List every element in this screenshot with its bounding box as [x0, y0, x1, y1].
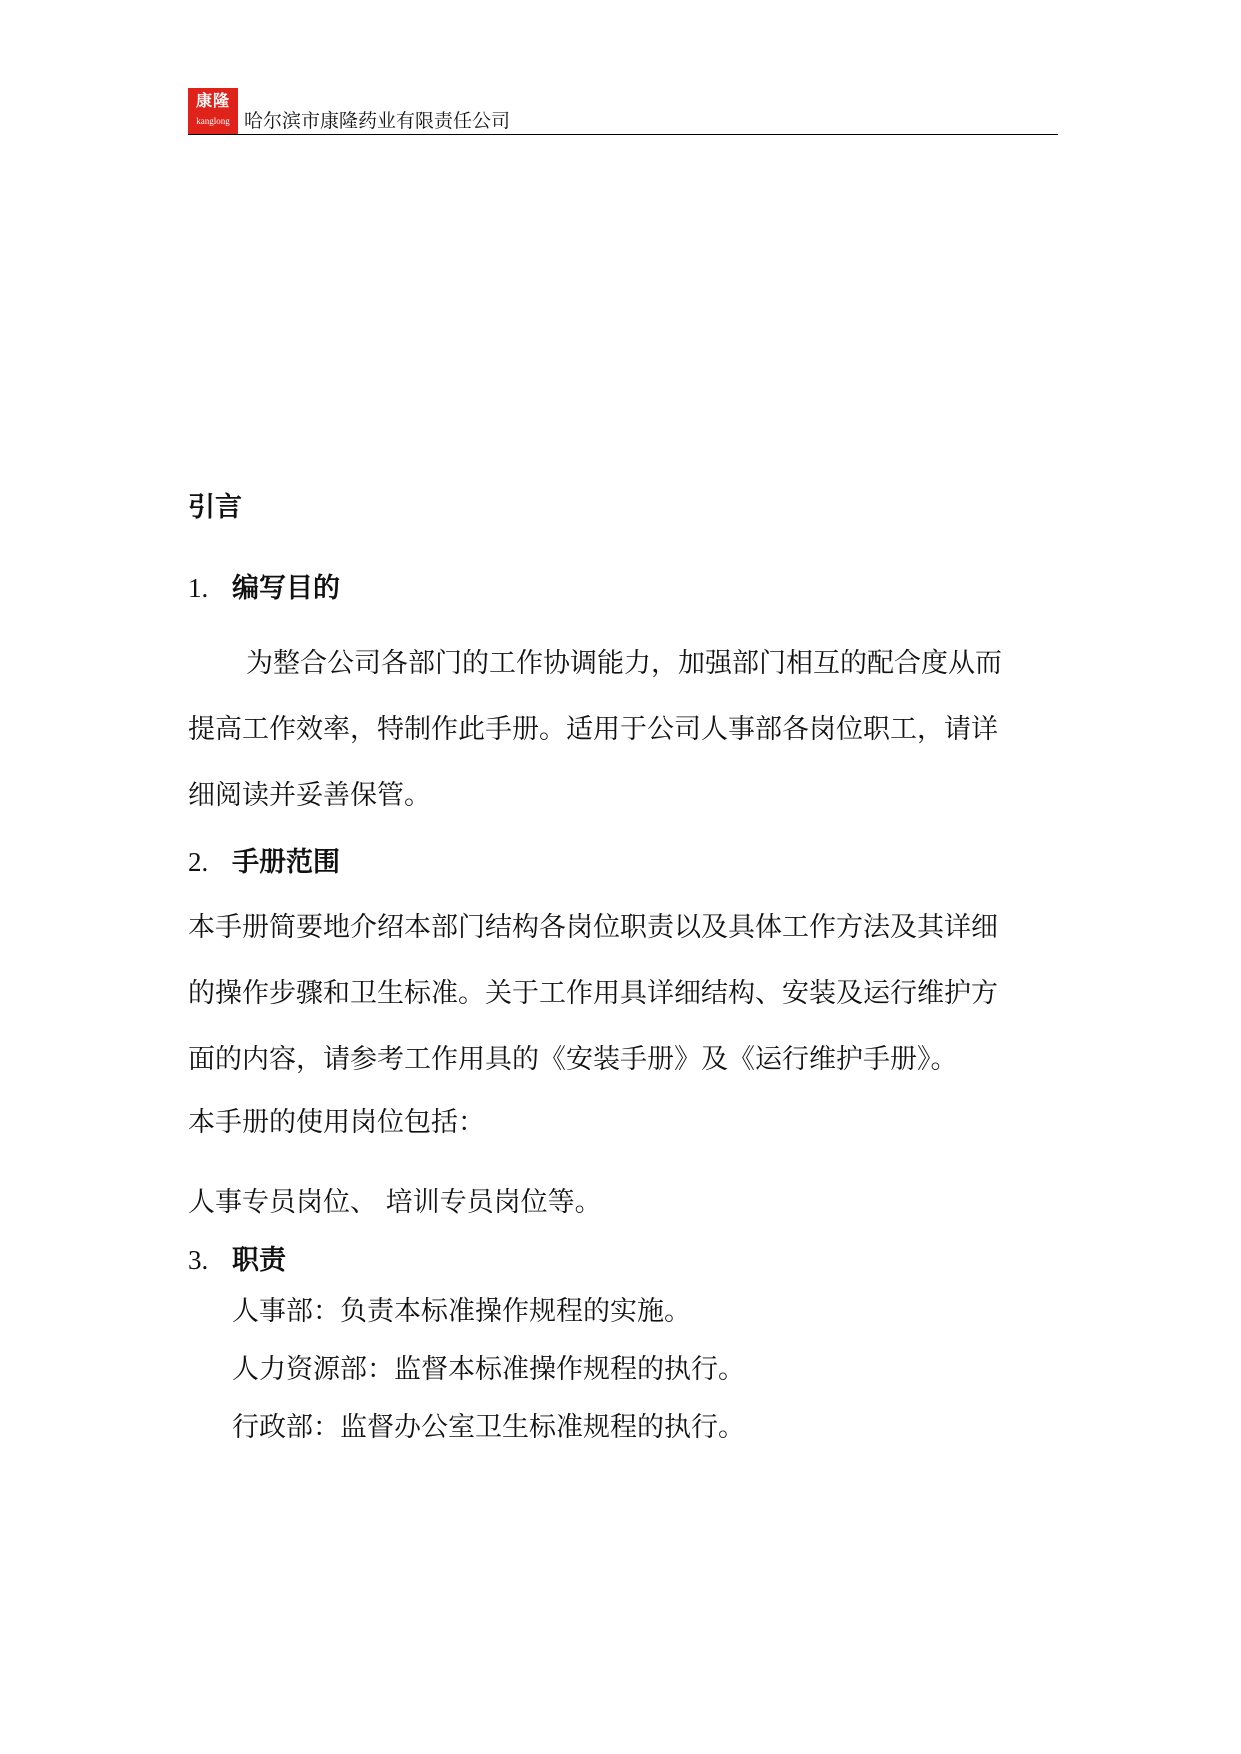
section-3-line-1: 人事部：负责本标准操作规程的实施。	[232, 1296, 691, 1327]
section-3-line-2: 人力资源部：监督本标准操作规程的执行。	[232, 1354, 745, 1385]
section-2-title: 手册范围	[232, 847, 340, 878]
section-2-line-2: 的操作步骤和卫生标准。关于工作用具详细结构、安装及运行维护方	[188, 978, 998, 1009]
intro-title: 引言	[188, 492, 242, 523]
section-3-title: 职责	[232, 1245, 286, 1276]
section-1-heading	[188, 570, 340, 607]
section-1-number: 1.	[188, 573, 209, 603]
section-3-heading	[188, 1242, 286, 1279]
logo-en-text: kanglong	[196, 116, 230, 126]
section-1-title: 编写目的	[232, 573, 340, 604]
page-header	[188, 88, 1058, 136]
section-2-number: 2.	[188, 847, 209, 877]
section-1-line-2: 提高工作效率，特制作此手册。适用于公司人事部各岗位职工，请详	[188, 714, 998, 745]
section-2-line-5: 人事专员岗位、 培训专员岗位等。	[188, 1187, 602, 1218]
section-1-line-3: 细阅读并妥善保管。	[188, 780, 431, 811]
company-logo	[188, 88, 238, 134]
section-2-heading	[188, 844, 340, 881]
header-divider	[188, 134, 1058, 135]
section-2-line-3: 面的内容，请参考工作用具的《安装手册》及《运行维护手册》。	[188, 1044, 958, 1075]
company-name: 哈尔滨市康隆药业有限责任公司	[244, 110, 511, 132]
section-2-line-4: 本手册的使用岗位包括：	[188, 1107, 485, 1138]
section-1-line-1: 为整合公司各部门的工作协调能力，加强部门相互的配合度从而	[246, 648, 1002, 679]
section-2-line-1: 本手册简要地介绍本部门结构各岗位职责以及具体工作方法及其详细	[188, 912, 998, 943]
logo-cn-text: 康隆	[195, 91, 230, 110]
section-3-line-3: 行政部：监督办公室卫生标准规程的执行。	[232, 1412, 745, 1443]
section-3-number: 3.	[188, 1245, 209, 1275]
